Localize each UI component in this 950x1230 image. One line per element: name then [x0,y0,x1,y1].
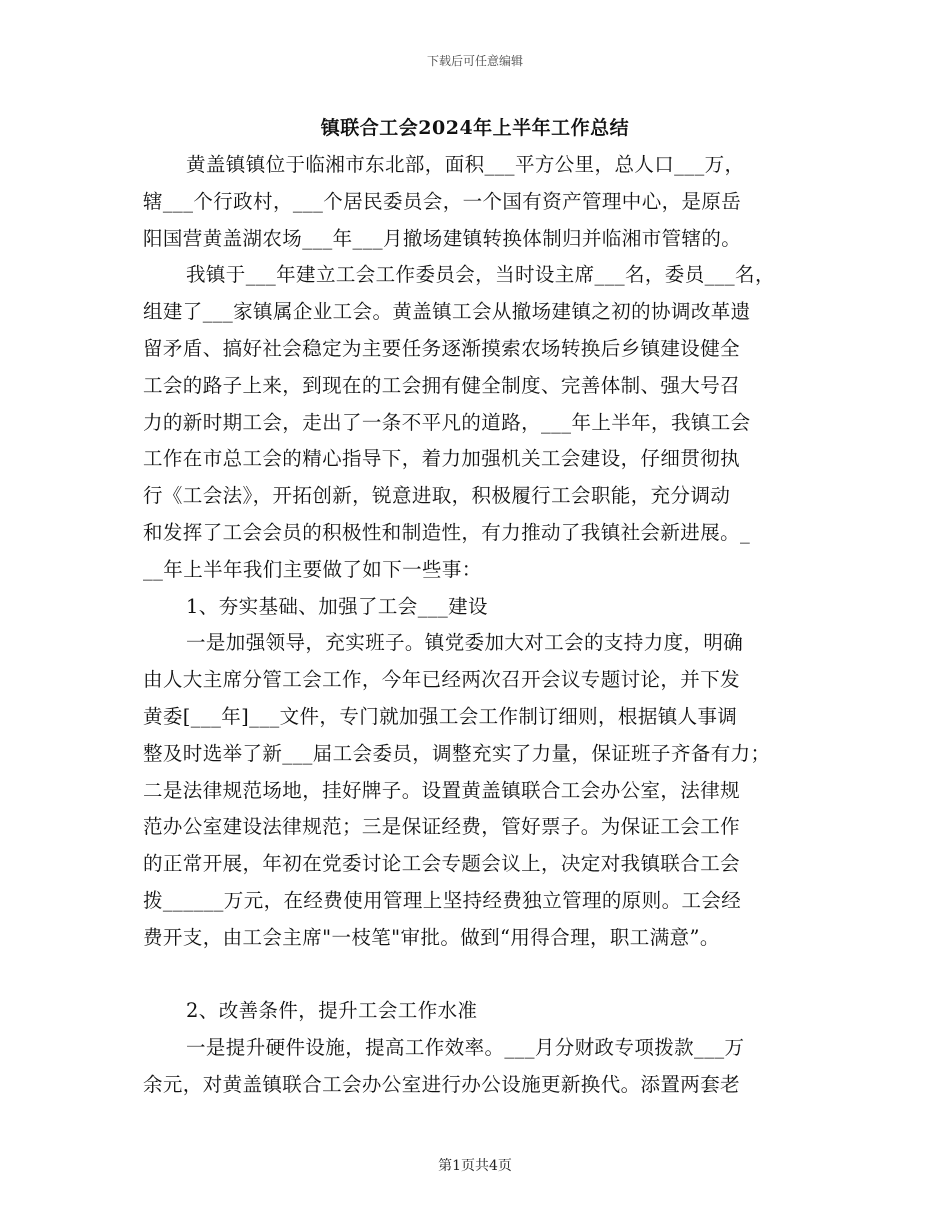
paragraph-line: __年上半年我们主要做了如下一些事： [143,557,482,581]
paragraph-line: 整及时选举了新___届工会委员，调整充实了力量，保证班子齐备有力； [143,741,771,765]
page-footer-number: 第1页共4页 [438,1158,512,1174]
paragraph-line: 一是加强领导，充实班子。镇党委加大对工会的支持力度，明确 [186,631,744,655]
paragraph-line: 范办公室建设法律规范；三是保证经费，管好票子。为保证工会工作 [143,815,741,839]
paragraph-spacer [143,957,815,994]
paragraph-line: 阳国营黄盖湖农场___年___月撤场建镇转换体制归并临湘市管辖的。 [143,226,742,250]
paragraph-line: 黄盖镇镇位于临湘市东北部，面积___平方公里，总人口___万， [186,153,745,176]
paragraph-line: 余元，对黄盖镇联合工会办公室进行办公设施更新换代。添置两套老 [143,1072,741,1096]
paragraph-line: 和发挥了工会会员的积极性和制造性，有力推动了我镇社会新进展。_ [143,520,751,544]
section-heading: 1、夯实基础、加强了工会___建设 [186,594,488,618]
paragraph-line: 工会的路子上来，到现在的工会拥有健全制度、完善体制、强大号召 [143,373,741,397]
paragraph-line: 组建了___家镇属企业工会。黄盖镇工会从撤场建镇之初的协调改革遗 [143,300,751,324]
paragraph-line: 费开支，由工会主席"一枝笔"审批。做到“用得合理，职工满意”。 [143,925,720,949]
paragraph-line: 工作在市总工会的精心指导下，着力加强机关工会建设，仔细贯彻执 [143,447,741,471]
paragraph-line: 行《工会法》，开拓创新，锐意进取，积极履行工会职能，充分调动 [143,484,731,508]
paragraph-line: 黄委[___年]___文件，专门就加强工会工作制订细则，根据镇人事调 [143,704,738,728]
page-header-note: 下载后可任意编辑 [426,54,523,68]
paragraph-line: 一是提升硬件设施，提高工作效率。___月分财政专项拨款___万 [186,1036,745,1060]
paragraph-line: 由人大主席分管工会工作，今年已经两次召开会议专题讨论，并下发 [143,668,741,692]
paragraph-line: 二是法律规范场地，挂好牌子。设置黄盖镇联合工会办公室，法律规 [143,778,741,802]
paragraph-line: 我镇于___年建立工会工作委员会，当时设主席___名，委员___名， [186,263,775,287]
document-title: 镇联合工会2024年上半年工作总结 [320,117,630,139]
paragraph-line: 力的新时期工会，走出了一条不平凡的道路，___年上半年，我镇工会 [143,410,751,434]
paragraph-line: 拨______万元，在经费使用管理上坚持经费独立管理的原则。工会经 [143,888,742,912]
paragraph-line: 留矛盾、搞好社会稳定为主要任务逐渐摸索农场转换后乡镇建设健全 [143,336,741,360]
document-body [143,147,815,1104]
paragraph-line: 辖___个行政村，___个居民委员会，一个国有资产管理中心，是原岳 [143,189,742,213]
section-heading: 2、改善条件，提升工会工作水准 [186,999,478,1023]
paragraph-line: 的正常开展，年初在党委讨论工会专题会议上，决定对我镇联合工会 [143,852,741,876]
